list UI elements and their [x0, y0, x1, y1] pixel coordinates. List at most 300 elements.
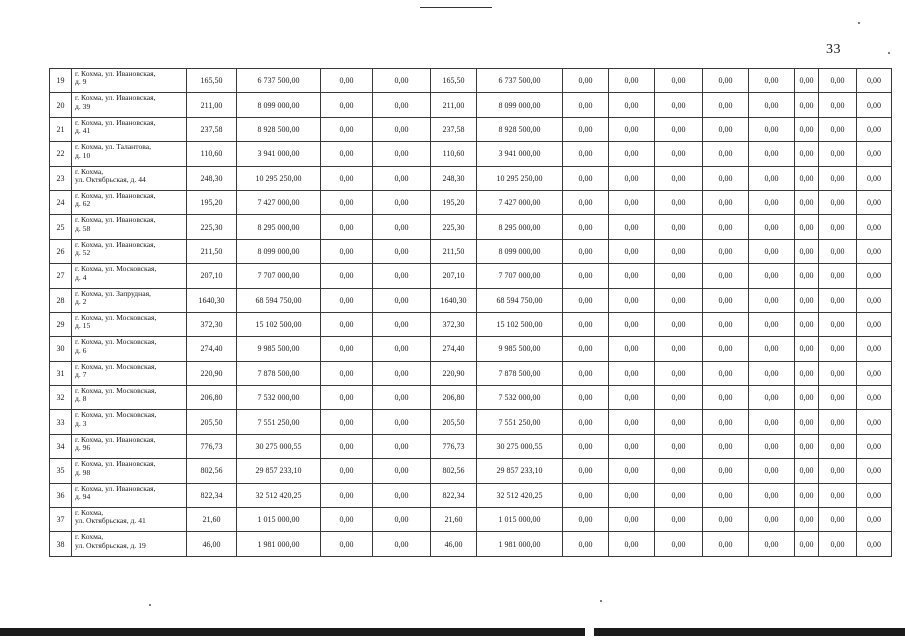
value-cell: 0,00	[703, 93, 749, 117]
value-cell: 0,00	[857, 239, 892, 263]
row-number: 34	[50, 434, 72, 458]
value-cell: 0,00	[749, 69, 795, 93]
address-line: г. Кохма,	[75, 508, 104, 518]
value-cell: 0,00	[609, 288, 655, 312]
sum-cell: 7 878 500,00	[477, 361, 563, 385]
value-cell: 0,00	[563, 459, 609, 483]
address-line: д. 9	[75, 77, 87, 87]
address-line: д. 98	[75, 467, 91, 477]
value-cell: 0,00	[857, 215, 892, 239]
table-row	[50, 459, 892, 483]
value-cell: 0,00	[749, 288, 795, 312]
value-cell: 0,00	[373, 434, 431, 458]
area-cell: 220,90	[431, 361, 477, 385]
address-line: г. Кохма, ул. Ивановская,	[75, 69, 156, 78]
area-cell: 822,34	[187, 483, 237, 507]
value-cell: 0,00	[373, 483, 431, 507]
sum-cell: 8 099 000,00	[477, 239, 563, 263]
value-cell: 0,00	[563, 190, 609, 214]
table-row	[50, 142, 892, 166]
value-cell: 0,00	[857, 69, 892, 93]
row-number: 25	[50, 215, 72, 239]
value-cell: 0,00	[563, 312, 609, 336]
address-line: г. Кохма, ул. Московская,	[75, 361, 157, 371]
value-cell: 0,00	[373, 361, 431, 385]
sum-cell: 29 857 233,10	[237, 459, 321, 483]
sum-cell: 8 099 000,00	[237, 239, 321, 263]
sum-cell: 6 737 500,00	[477, 69, 563, 93]
value-cell: 0,00	[795, 190, 819, 214]
sum-cell: 15 102 500,00	[477, 312, 563, 336]
area-cell: 195,20	[187, 190, 237, 214]
address-line: д. 2	[75, 296, 87, 306]
value-cell: 0,00	[609, 410, 655, 434]
address-cell	[72, 508, 187, 532]
value-cell: 0,00	[655, 410, 703, 434]
address-line: г. Кохма, ул. Запрудная,	[75, 288, 151, 298]
scan-edge-gap	[585, 627, 594, 637]
address-line: г. Кохма, ул. Ивановская,	[75, 459, 156, 469]
address-line: г. Кохма, ул. Московская,	[75, 386, 157, 396]
value-cell: 0,00	[703, 434, 749, 458]
value-cell: 0,00	[795, 459, 819, 483]
area-cell: 46,00	[431, 532, 477, 556]
value-cell: 0,00	[819, 508, 857, 532]
value-cell: 0,00	[373, 459, 431, 483]
address-line: г. Кохма, ул. Талантова,	[75, 142, 151, 152]
value-cell: 0,00	[703, 117, 749, 141]
area-cell: 21,60	[187, 508, 237, 532]
sum-cell: 7 427 000,00	[237, 190, 321, 214]
row-number: 30	[50, 337, 72, 361]
value-cell: 0,00	[655, 69, 703, 93]
value-cell: 0,00	[563, 166, 609, 190]
value-cell: 0,00	[857, 483, 892, 507]
sum-cell: 1 981 000,00	[237, 532, 321, 556]
area-cell: 237,58	[187, 117, 237, 141]
value-cell: 0,00	[321, 264, 373, 288]
sum-cell: 7 878 500,00	[237, 361, 321, 385]
sum-cell: 8 928 500,00	[477, 117, 563, 141]
value-cell: 0,00	[609, 190, 655, 214]
address-line: д. 39	[75, 101, 91, 111]
value-cell: 0,00	[655, 117, 703, 141]
value-cell: 0,00	[795, 288, 819, 312]
address-line: г. Кохма, ул. Московская,	[75, 337, 157, 347]
address-cell	[72, 166, 187, 190]
value-cell: 0,00	[321, 215, 373, 239]
sum-cell: 7 532 000,00	[477, 386, 563, 410]
value-cell: 0,00	[321, 483, 373, 507]
area-cell: 211,50	[431, 239, 477, 263]
address-cell	[72, 142, 187, 166]
value-cell: 0,00	[563, 386, 609, 410]
row-number: 26	[50, 239, 72, 263]
sum-cell: 7 532 000,00	[237, 386, 321, 410]
table-row	[50, 483, 892, 507]
sum-cell: 68 594 750,00	[237, 288, 321, 312]
sum-cell: 1 981 000,00	[477, 532, 563, 556]
value-cell: 0,00	[857, 93, 892, 117]
value-cell: 0,00	[655, 483, 703, 507]
value-cell: 0,00	[857, 142, 892, 166]
value-cell: 0,00	[563, 239, 609, 263]
value-cell: 0,00	[749, 508, 795, 532]
value-cell: 0,00	[819, 337, 857, 361]
value-cell: 0,00	[703, 459, 749, 483]
address-line: г. Кохма, ул. Ивановская,	[75, 117, 156, 127]
address-cell	[72, 288, 187, 312]
value-cell: 0,00	[609, 69, 655, 93]
table-row	[50, 434, 892, 458]
address-cell	[72, 459, 187, 483]
area-cell: 195,20	[431, 190, 477, 214]
address-line: г. Кохма, ул. Ивановская,	[75, 190, 156, 200]
sum-cell: 32 512 420,25	[237, 483, 321, 507]
address-cell	[72, 215, 187, 239]
value-cell: 0,00	[321, 361, 373, 385]
value-cell: 0,00	[749, 264, 795, 288]
value-cell: 0,00	[703, 288, 749, 312]
table-row	[50, 166, 892, 190]
value-cell: 0,00	[563, 434, 609, 458]
row-number: 36	[50, 483, 72, 507]
address-line: д. 3	[75, 418, 87, 428]
value-cell: 0,00	[857, 361, 892, 385]
sum-cell: 10 295 250,00	[237, 166, 321, 190]
value-cell: 0,00	[749, 337, 795, 361]
value-cell: 0,00	[655, 532, 703, 556]
value-cell: 0,00	[703, 483, 749, 507]
value-cell: 0,00	[749, 434, 795, 458]
address-line: д. 62	[75, 199, 91, 209]
value-cell: 0,00	[321, 532, 373, 556]
area-cell: 776,73	[431, 434, 477, 458]
value-cell: 0,00	[703, 166, 749, 190]
value-cell: 0,00	[373, 532, 431, 556]
value-cell: 0,00	[609, 117, 655, 141]
sum-cell: 7 427 000,00	[477, 190, 563, 214]
address-line: д. 4	[75, 272, 87, 282]
address-line: д. 41	[75, 126, 91, 136]
address-cell	[72, 532, 187, 556]
sum-cell: 8 928 500,00	[237, 117, 321, 141]
address-line: г. Кохма, ул. Ивановская,	[75, 239, 156, 249]
area-cell: 211,50	[187, 239, 237, 263]
value-cell: 0,00	[819, 459, 857, 483]
value-cell: 0,00	[373, 386, 431, 410]
value-cell: 0,00	[703, 410, 749, 434]
row-number: 19	[50, 69, 72, 93]
area-cell: 207,10	[187, 264, 237, 288]
value-cell: 0,00	[609, 264, 655, 288]
value-cell: 0,00	[321, 190, 373, 214]
value-cell: 0,00	[609, 361, 655, 385]
table-row	[50, 312, 892, 336]
address-line: г. Кохма, ул. Ивановская,	[75, 215, 156, 225]
value-cell: 0,00	[749, 215, 795, 239]
address-cell	[72, 410, 187, 434]
value-cell: 0,00	[857, 410, 892, 434]
value-cell: 0,00	[655, 434, 703, 458]
sum-cell: 10 295 250,00	[477, 166, 563, 190]
value-cell: 0,00	[819, 166, 857, 190]
row-number: 31	[50, 361, 72, 385]
value-cell: 0,00	[795, 93, 819, 117]
address-cell	[72, 190, 187, 214]
data-table	[49, 68, 892, 557]
area-cell: 248,30	[187, 166, 237, 190]
area-cell: 207,10	[431, 264, 477, 288]
area-cell: 225,30	[187, 215, 237, 239]
value-cell: 0,00	[703, 312, 749, 336]
value-cell: 0,00	[819, 434, 857, 458]
table-row	[50, 93, 892, 117]
value-cell: 0,00	[703, 337, 749, 361]
value-cell: 0,00	[749, 410, 795, 434]
table-row	[50, 532, 892, 556]
sum-cell: 30 275 000,55	[477, 434, 563, 458]
address-line: г. Кохма, ул. Ивановская,	[75, 434, 156, 444]
value-cell: 0,00	[795, 532, 819, 556]
value-cell: 0,00	[819, 142, 857, 166]
row-number: 28	[50, 288, 72, 312]
row-number: 38	[50, 532, 72, 556]
row-number: 35	[50, 459, 72, 483]
address-cell	[72, 483, 187, 507]
value-cell: 0,00	[373, 288, 431, 312]
value-cell: 0,00	[609, 312, 655, 336]
sum-cell: 32 512 420,25	[477, 483, 563, 507]
sum-cell: 9 985 500,00	[477, 337, 563, 361]
value-cell: 0,00	[819, 93, 857, 117]
table-row	[50, 69, 892, 93]
sum-cell: 68 594 750,00	[477, 288, 563, 312]
value-cell: 0,00	[857, 312, 892, 336]
sum-cell: 30 275 000,55	[237, 434, 321, 458]
value-cell: 0,00	[749, 459, 795, 483]
row-number: 37	[50, 508, 72, 532]
address-line: д. 96	[75, 443, 91, 453]
value-cell: 0,00	[655, 264, 703, 288]
value-cell: 0,00	[563, 410, 609, 434]
address-line: д. 7	[75, 370, 87, 380]
value-cell: 0,00	[795, 69, 819, 93]
address-cell	[72, 361, 187, 385]
value-cell: 0,00	[609, 215, 655, 239]
value-cell: 0,00	[749, 190, 795, 214]
value-cell: 0,00	[321, 337, 373, 361]
area-cell: 206,80	[187, 386, 237, 410]
value-cell: 0,00	[563, 117, 609, 141]
address-line: г. Кохма,	[75, 532, 104, 542]
area-cell: 1640,30	[187, 288, 237, 312]
value-cell: 0,00	[749, 142, 795, 166]
row-number: 33	[50, 410, 72, 434]
value-cell: 0,00	[749, 532, 795, 556]
value-cell: 0,00	[795, 410, 819, 434]
value-cell: 0,00	[321, 166, 373, 190]
address-line: г. Кохма, ул. Московская,	[75, 410, 157, 420]
value-cell: 0,00	[609, 337, 655, 361]
value-cell: 0,00	[795, 361, 819, 385]
table-row	[50, 361, 892, 385]
value-cell: 0,00	[703, 142, 749, 166]
address-line: ул. Октябрьская, д. 44	[75, 174, 146, 184]
value-cell: 0,00	[857, 532, 892, 556]
area-cell: 225,30	[431, 215, 477, 239]
value-cell: 0,00	[609, 508, 655, 532]
value-cell: 0,00	[749, 386, 795, 410]
value-cell: 0,00	[609, 483, 655, 507]
sum-cell: 6 737 500,00	[237, 69, 321, 93]
value-cell: 0,00	[321, 69, 373, 93]
value-cell: 0,00	[563, 532, 609, 556]
value-cell: 0,00	[373, 337, 431, 361]
value-cell: 0,00	[373, 312, 431, 336]
area-cell: 206,80	[431, 386, 477, 410]
value-cell: 0,00	[819, 288, 857, 312]
row-number: 32	[50, 386, 72, 410]
value-cell: 0,00	[655, 288, 703, 312]
value-cell: 0,00	[795, 264, 819, 288]
area-cell: 802,56	[187, 459, 237, 483]
value-cell: 0,00	[321, 142, 373, 166]
value-cell: 0,00	[655, 142, 703, 166]
value-cell: 0,00	[857, 337, 892, 361]
address-line: д. 6	[75, 345, 87, 355]
value-cell: 0,00	[655, 190, 703, 214]
area-cell: 248,30	[431, 166, 477, 190]
value-cell: 0,00	[655, 386, 703, 410]
sum-cell: 7 707 000,00	[477, 264, 563, 288]
address-line: г. Кохма, ул. Московская,	[75, 264, 157, 274]
value-cell: 0,00	[373, 215, 431, 239]
value-cell: 0,00	[857, 166, 892, 190]
address-line: д. 58	[75, 223, 91, 233]
value-cell: 0,00	[795, 386, 819, 410]
value-cell: 0,00	[795, 117, 819, 141]
value-cell: 0,00	[563, 215, 609, 239]
value-cell: 0,00	[609, 434, 655, 458]
area-cell: 21,60	[431, 508, 477, 532]
value-cell: 0,00	[321, 508, 373, 532]
address-cell	[72, 69, 187, 93]
value-cell: 0,00	[563, 69, 609, 93]
row-number: 22	[50, 142, 72, 166]
value-cell: 0,00	[795, 508, 819, 532]
address-line: д. 94	[75, 492, 91, 502]
area-cell: 237,58	[431, 117, 477, 141]
table-row	[50, 239, 892, 263]
address-line: г. Кохма, ул. Московская,	[75, 312, 157, 322]
value-cell: 0,00	[563, 142, 609, 166]
scan-speck	[600, 600, 602, 602]
table-row	[50, 190, 892, 214]
table-row	[50, 288, 892, 312]
page-number: 33	[826, 42, 841, 57]
value-cell: 0,00	[819, 215, 857, 239]
address-line: д. 15	[75, 321, 91, 331]
address-cell	[72, 386, 187, 410]
sum-cell: 8 295 000,00	[237, 215, 321, 239]
value-cell: 0,00	[795, 434, 819, 458]
sum-cell: 3 941 000,00	[237, 142, 321, 166]
area-cell: 274,40	[431, 337, 477, 361]
value-cell: 0,00	[373, 166, 431, 190]
value-cell: 0,00	[819, 190, 857, 214]
value-cell: 0,00	[795, 239, 819, 263]
value-cell: 0,00	[373, 69, 431, 93]
value-cell: 0,00	[749, 361, 795, 385]
area-cell: 110,60	[187, 142, 237, 166]
area-cell: 372,30	[431, 312, 477, 336]
scan-speck	[888, 52, 890, 54]
value-cell: 0,00	[749, 117, 795, 141]
value-cell: 0,00	[703, 69, 749, 93]
value-cell: 0,00	[563, 288, 609, 312]
value-cell: 0,00	[655, 337, 703, 361]
value-cell: 0,00	[321, 239, 373, 263]
value-cell: 0,00	[749, 166, 795, 190]
value-cell: 0,00	[373, 239, 431, 263]
value-cell: 0,00	[795, 337, 819, 361]
value-cell: 0,00	[795, 483, 819, 507]
table-row	[50, 215, 892, 239]
value-cell: 0,00	[321, 288, 373, 312]
value-cell: 0,00	[373, 93, 431, 117]
value-cell: 0,00	[609, 142, 655, 166]
address-line: ул. Октябрьская, д. 41	[75, 516, 146, 526]
value-cell: 0,00	[857, 386, 892, 410]
value-cell: 0,00	[655, 239, 703, 263]
area-cell: 110,60	[431, 142, 477, 166]
sum-cell: 9 985 500,00	[237, 337, 321, 361]
area-cell: 802,56	[431, 459, 477, 483]
value-cell: 0,00	[749, 239, 795, 263]
area-cell: 372,30	[187, 312, 237, 336]
area-cell: 822,34	[431, 483, 477, 507]
value-cell: 0,00	[321, 93, 373, 117]
value-cell: 0,00	[703, 239, 749, 263]
value-cell: 0,00	[373, 117, 431, 141]
area-cell: 165,50	[187, 69, 237, 93]
table-row	[50, 264, 892, 288]
value-cell: 0,00	[795, 142, 819, 166]
sum-cell: 7 551 250,00	[237, 410, 321, 434]
value-cell: 0,00	[857, 190, 892, 214]
value-cell: 0,00	[819, 312, 857, 336]
value-cell: 0,00	[819, 386, 857, 410]
sum-cell: 8 295 000,00	[477, 215, 563, 239]
area-cell: 1640,30	[431, 288, 477, 312]
area-cell: 776,73	[187, 434, 237, 458]
value-cell: 0,00	[857, 459, 892, 483]
value-cell: 0,00	[609, 93, 655, 117]
sum-cell: 29 857 233,10	[477, 459, 563, 483]
address-line: г. Кохма, ул. Ивановская,	[75, 483, 156, 493]
address-line: г. Кохма, ул. Ивановская,	[75, 93, 156, 103]
value-cell: 0,00	[857, 288, 892, 312]
address-line: д. 10	[75, 150, 91, 160]
value-cell: 0,00	[819, 361, 857, 385]
value-cell: 0,00	[373, 264, 431, 288]
sum-cell: 1 015 000,00	[477, 508, 563, 532]
value-cell: 0,00	[373, 190, 431, 214]
area-cell: 205,50	[187, 410, 237, 434]
scan-speck	[858, 22, 860, 24]
area-cell: 211,00	[431, 93, 477, 117]
